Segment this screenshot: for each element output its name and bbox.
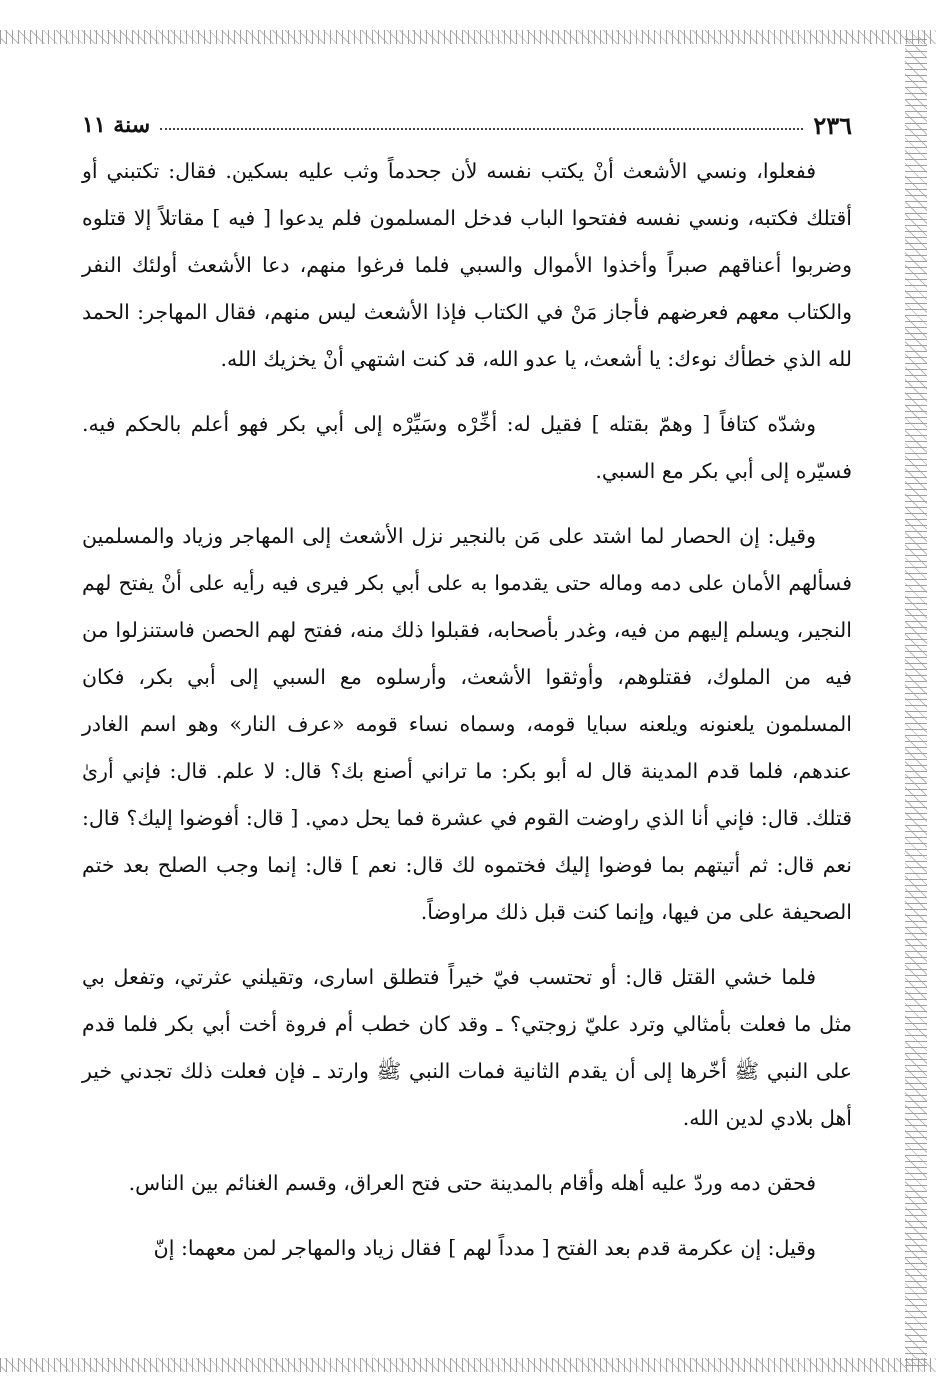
paragraph: ففعلوا، ونسي الأشعث أنْ يكتب نفسه لأن جحدماً وثب عليه بسكين. فقال: تكتبني أو أقتلك فكتبه، ونسي نفسه ففتحوا الباب فدخل المسلمون فلم يدعوا [ فيه ] مقاتلاً إلا قتلوه وضربوا أعناقهم صبراً وأخذوا الأموال والسبي فلما فرغوا منهم، دعا الأشعث أولئك النفر والكتاب معهم فعرضهم فأجاز مَنْ في الكتاب فإذا الأشعث ليس منهم، فقال المهاجر: الحمد لله الذي خطأك نوءك: يا أشعث، يا عدو الله، قد كنت اشتهي أنْ يخزيك الله. <box>82 159 852 371</box>
paragraph: فحقن دمه وردّ عليه أهله وأقام بالمدينة حتى فتح العراق، وقسم الغنائم بين الناس. <box>128 1171 816 1195</box>
paragraph: وقيل: إن الحصار لما اشتد على مَن بالنجير نزل الأشعث إلى المهاجر وزياد والمسلمين فسألهم الأمان على دمه وماله حتى يقدموا به على أبي بكر فيرى فيه رأيه على أنْ يفتح لهم النجير، ويسلم إليهم من فيه، وغدر بأصحابه، فقبلوا ذلك منه، ففتح لهم الحصن فاستنزلوا من فيه من الملوك، فقتلوهم، وأوثقوا الأشعث، وأرسلوه مع السبي إلى أبي بكر، فكان المسلمون يلعنونه ويلعنه سبايا قومه، وسماه نساء قومه «عرف النار» وهو اسم الغادر عندهم، فلما قدم المدينة قال له أبو بكر: ما تراني أصنع بك؟ قال: لا علم. قال: فإني أرىٰ قتلك. قال: فإني أنا الذي راوضت القوم في عشرة فما يحل دمي. [ قال: أفوضوا إليك؟ قال: نعم قال: ثم أتيتهم بما فوضوا إليك فختموه لك قال: نعم ] قال: إنما وجب الصلح بعد ختم الصحيفة على من فيها، وإنما كنت قبل ذلك مراوضاً. <box>82 524 852 924</box>
top-ornamental-border <box>0 30 936 44</box>
paragraph: وقيل: إن عكرمة قدم بعد الفتح [ مدداً لهم ] فقال زياد والمهاجر لمن معهما: إنّ <box>153 1236 816 1260</box>
bottom-ornamental-border <box>0 1358 936 1372</box>
page-body <box>82 148 852 1272</box>
page-number: ٢٣٦ <box>813 110 852 140</box>
page-header <box>82 108 852 142</box>
running-head: سنة ١١ <box>82 112 151 138</box>
right-ornamental-border <box>905 36 927 1366</box>
header-dotted-leader <box>160 128 803 130</box>
paragraph: وشدّه كتافاً [ وهمّ بقتله ] فقيل له: أخِّرْه وسَيِّرْه إلى أبي بكر فهو أعلم بالحكم فيه. فسيّره إلى أبي بكر مع السبي. <box>82 412 852 483</box>
paragraph: فلما خشي القتل قال: أو تحتسب فيّ خيراً فتطلق اسارى، وتقيلني عثرتي، وتفعل بي مثل ما فعلت بأمثالي وترد عليّ زوجتي؟ ـ وقد كان خطب أم فروة أخت أبي بكر فلما قدم على النبي ﷺ أخّرها إلى أن يقدم الثانية فمات النبي ﷺ وارتد ـ فإن فعلت ذلك تجدني خير أهل بلادي لدين الله. <box>82 965 852 1130</box>
